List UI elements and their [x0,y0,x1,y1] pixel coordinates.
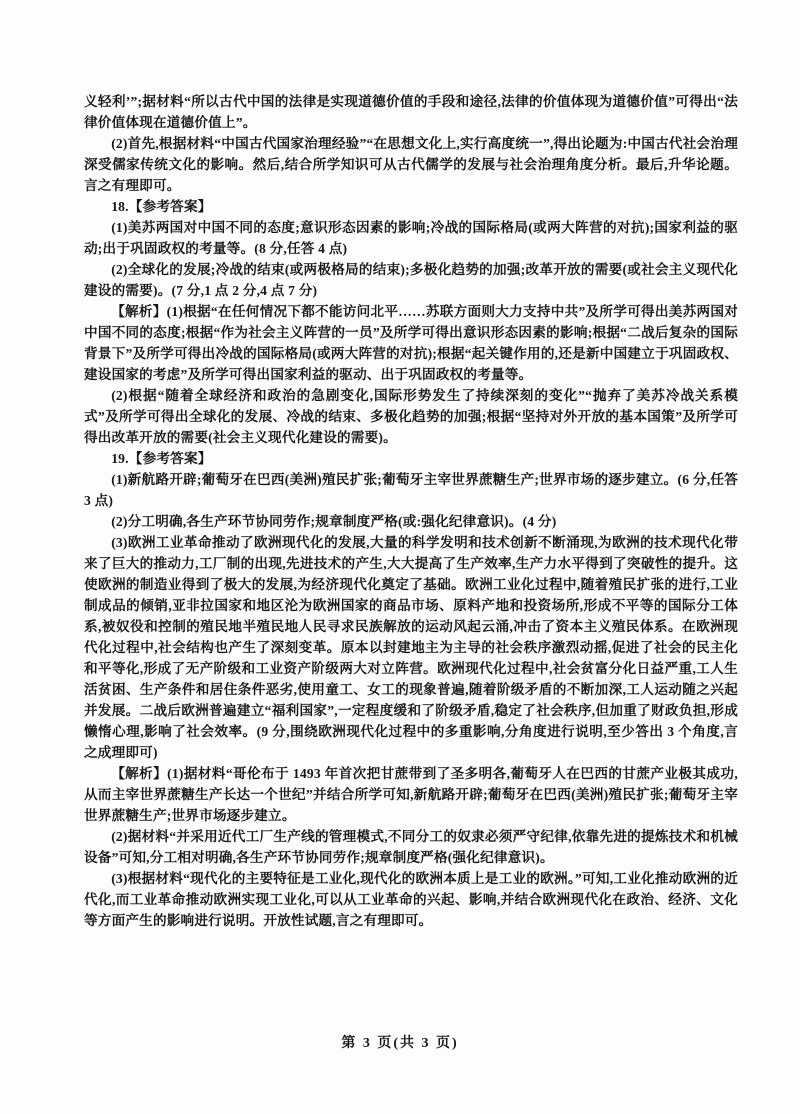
q19-answer-heading: 19.【参考答案】 [111,451,212,466]
answer-sheet-content [84,0,738,931]
q19-answer-part3: (3)欧洲工业革命推动了欧洲现代化的发展,大量的科学发明和技术创新不断涌现,为欧洲的技术现代化带来了巨大的推动力,工厂制的出现,先进技术的产生,大大提高了生产效率,生产力水平得到了突破性的提升。这使欧洲的制造业得到了极大的发展,为经济现代化奠定了基础。欧洲工业化过程中,随着殖民扩张的进行,工业制成品的倾销,亚非拉国家和地区沦为欧洲国家的商品市场、原料产地和投资场所,形成不平等的国际分工体系,被奴役和控制的殖民地半殖民地人民寻求民族解放的运动风起云涌,冲击了资本主义殖民体系。在欧洲现代化过程中,社会结构也产生了深刻变革。原本以封建地主为主导的社会秩序激烈动摇,促进了社会的民主化和平等化,形成了无产阶级和工业资产阶级两大对立阵营。欧洲现代化过程中,社会贫富分化日益严重,工人生活贫困、生产条件和居住条件恶劣,使用童工、女工的现象普遍,随着阶级矛盾的不断加深,工人运动随之兴起并发展。二战后欧洲普遍建立“福利国家”,一定程度缓和了阶级矛盾,稳定了社会秩序,但加重了财政负担,形成懒惰心理,影响了社会效率。(9 分,围绕欧洲现代化过程中的多重影响,分角度进行说明,至少答出 3 个角度,言之成理即可) [84,535,738,760]
q18-answer-part2: (2)全球化的发展;冷战的结束(或两极格局的结束);多极化趋势的加强;改革开放的需要(或社会主义现代化建设的需要)。(7 分,1 点 2 分,4 点 7 分) [84,262,738,298]
q19-answer-part1: (1)新航路开辟;葡萄牙在巴西(美洲)殖民扩张;葡萄牙主宰世界蔗糖生产;世界市场的逐步建立。(6 分,任答 3 点) [84,472,738,508]
q18-analysis-part2: (2)根据“随着全球经济和政治的急剧变化,国际形势发生了持续深刻的变化”“抛弃了美苏冷战关系模式”及所学可得出全球化的发展、冷战的结束、多极化趋势的加强;根据“坚持对外开放的基本国策”及所学可得出改革开放的需要(社会主义现代化建设的需要)。 [84,388,738,445]
q19-answer-part2: (2)分工明确,各生产环节协同劳作;规章制度严格(或:强化纪律意识)。(4 分) [111,514,557,529]
q18-analysis-part1: 【解析】(1)根据“在任何情况下都不能访问北平……苏联方面则大力支持中共”及所学可得出美苏两国对中国不同的态度;根据“作为社会主义阵营的一员”及所学可得出意识形态因素的影响;根据“二战后复杂的国际背景下”及所学可得出冷战的国际格局(或两大阵营的对抗);根据“起关键作用的,还是新中国建立于巩固政权、建设国家的考虑”及所学可得出国家利益的驱动、出于巩固政权的考量等。 [84,304,738,382]
q18-answer-part1: (1)美苏两国对中国不同的态度;意识形态因素的影响;冷战的国际格局(或两大阵营的对抗);国家利益的驱动;出于巩固政权的考量等。(8 分,任答 4 点) [84,220,738,256]
q17-analysis-continuation: 义轻利’”;据材料“所以古代中国的法律是实现道德价值的手段和途径,法律的价值体现为道德价值”可得出“法律价值体现在道德价值上”。 [84,94,738,130]
q19-analysis-part3: (3)根据材料“现代化的主要特征是工业化,现代化的欧洲本质上是工业的欧洲。”可知,工业化推动欧洲的近代化,而工业革命推动欧洲实现工业化,可以从工业革命的兴起、影响,并结合欧洲现代化在政治、经济、文化等方面产生的影响进行说明。开放性试题,言之有理即可。 [84,871,738,928]
q17-analysis-part2: (2)首先,根据材料“中国古代国家治理经验”“在思想文化上,实行高度统一”,得出论题为:中国古代社会治理深受儒家传统文化的影响。然后,结合所学知识可从古代儒学的发展与社会治理角度分析。最后,升华论题。言之有理即可。 [84,136,738,193]
page-number: 第 3 页(共 3 页) [341,1036,459,1051]
q19-analysis-part1: 【解析】(1)据材料“哥伦布于 1493 年首次把甘蔗带到了圣多明各,葡萄牙人在巴西的甘蔗产业极其成功,从而主宰世界蔗糖生产长达一个世纪”并结合所学可知,新航路开辟;葡萄牙在巴西(美洲)殖民扩张;葡萄牙主宰世界蔗糖生产;世界市场逐步建立。 [84,766,738,823]
q18-answer-heading: 18.【参考答案】 [111,199,212,214]
q19-analysis-part2: (2)据材料“并采用近代工厂生产线的管理模式,不同分工的奴隶必须严守纪律,依靠先进的提炼技术和机械设备”可知,分工相对明确,各生产环节协同劳作;规章制度严格(强化纪律意识)。 [84,829,738,865]
